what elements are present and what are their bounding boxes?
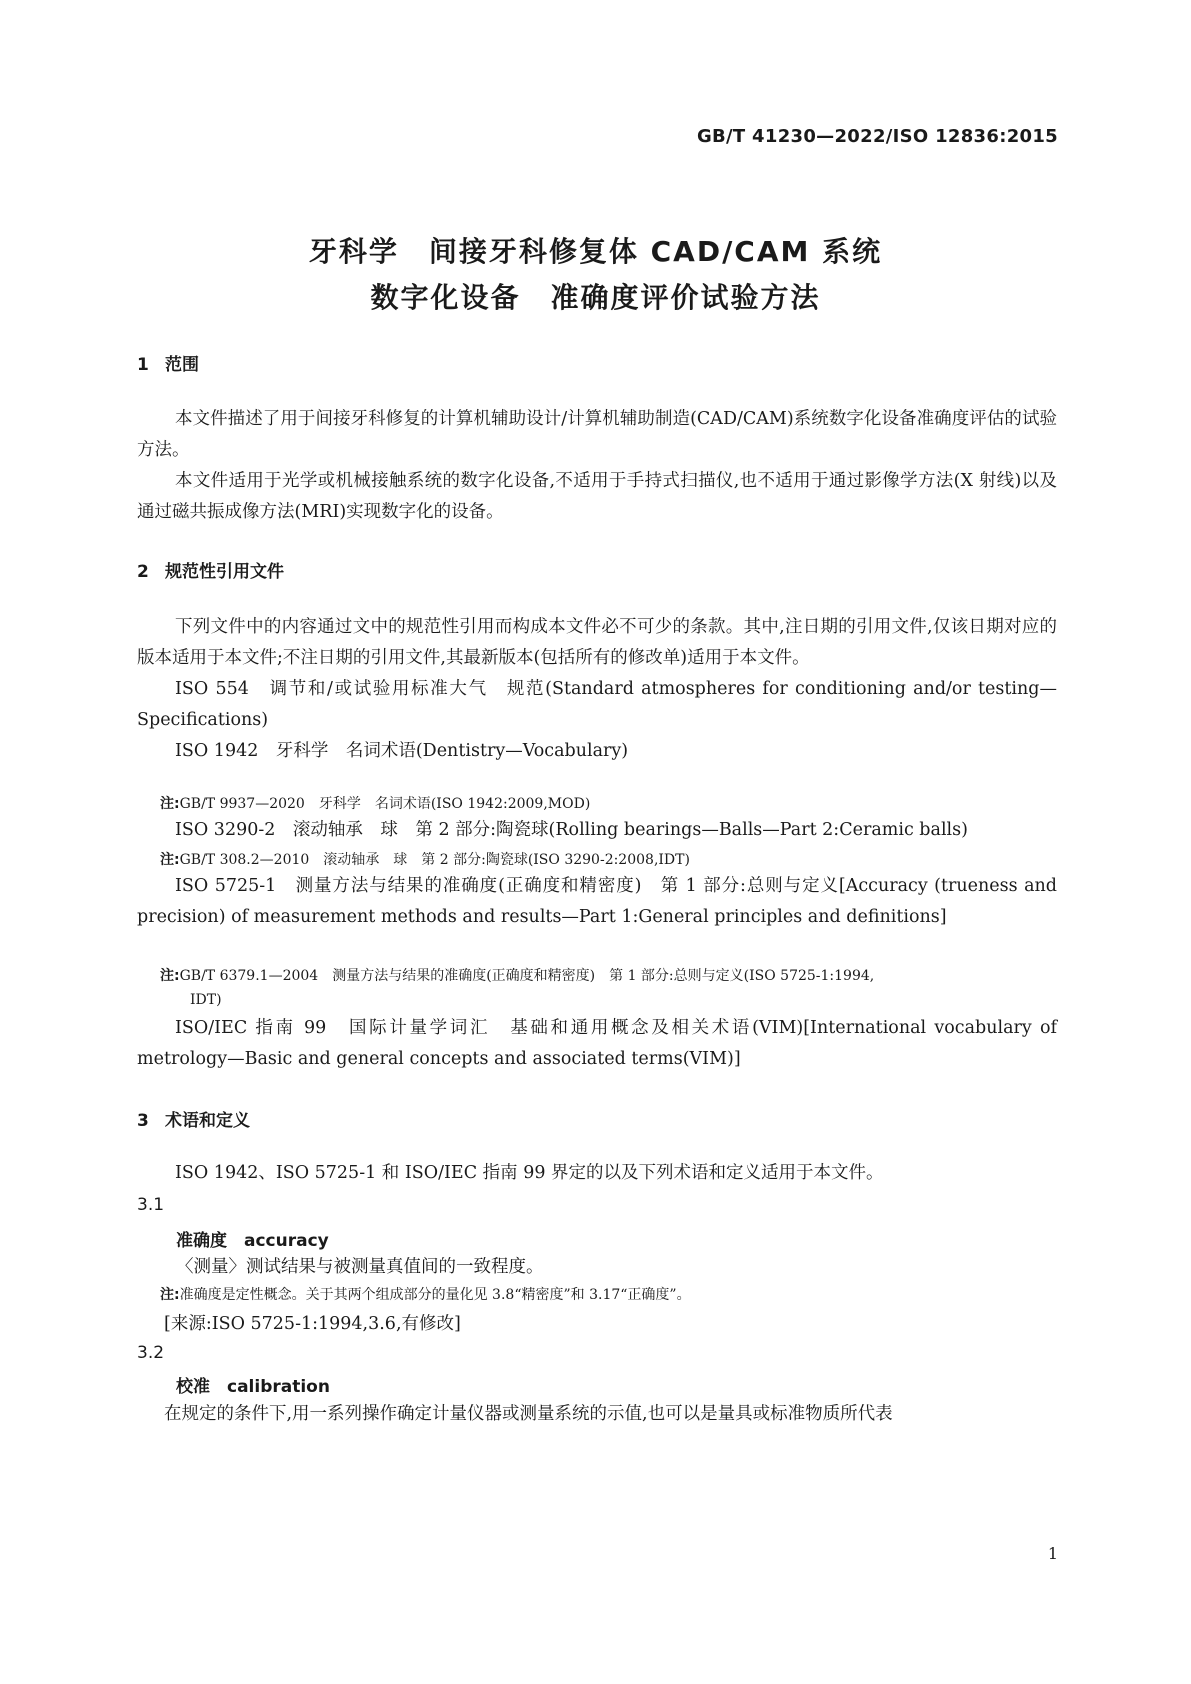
section-title: 范围 (165, 355, 199, 375)
section-1-heading (137, 350, 199, 375)
note-label: 注: (160, 968, 180, 984)
reference-note: 注:GB/T 308.2—2010 滚动轴承 球 第 2 部分:陶瓷球(ISO 3290-2:2008,IDT) (160, 852, 690, 868)
term-number: 3.2 (137, 1343, 165, 1363)
reference-note: 注:GB/T 9937—2020 牙科学 名词术语(ISO 1942:2009,MOD) (160, 796, 591, 812)
section-number: 2 (137, 562, 149, 582)
section-2-body (137, 612, 1057, 767)
section-number: 3 (137, 1111, 149, 1131)
term-definition: 〈测量〉测试结果与被测量真值间的一致程度。 (176, 1257, 544, 1277)
page-number: 1 (1047, 1544, 1058, 1563)
term-name: 准确度 accuracy (176, 1231, 329, 1251)
note-label: 注: (160, 852, 180, 868)
section-3-heading (137, 1106, 250, 1131)
reference-note: 注:GB/T 6379.1—2004 测量方法与结果的准确度(正确度和精密度) 第 1 部分:总则与定义(ISO 5725-1:1994, (160, 968, 875, 984)
section-title: 术语和定义 (165, 1111, 250, 1131)
note-label: 注: (160, 796, 180, 812)
paragraph: 本文件适用于光学或机械接触系统的数字化设备,不适用于手持式扫描仪,也不适用于通过影像学方法(X 射线)以及通过磁共振成像方法(MRI)实现数字化的设备。 (137, 471, 1057, 522)
section-2-heading (137, 557, 284, 582)
document-title-line-2: 数字化设备 准确度评价试验方法 (370, 281, 821, 314)
standard-code: GB/T 41230—2022/ISO 12836:2015 (696, 126, 1058, 147)
reference-item: ISO 554 调节和/或试验用标准大气 规范(Standard atmospheres for conditioning and/or testing—Specifications) (137, 679, 1057, 730)
reference-item: ISO/IEC 指南 99 国际计量学词汇 基础和通用概念及相关术语(VIM)[International vocabulary of metrology—Basic and general concepts and associated terms(VIM)] (137, 1018, 1057, 1069)
term-number: 3.1 (137, 1195, 165, 1215)
paragraph: 下列文件中的内容通过文中的规范性引用而构成本文件必不可少的条款。其中,注日期的引用文件,仅该日期对应的版本适用于本文件;不注日期的引用文件,其最新版本(包括所有的修改单)适用于本文件。 (137, 617, 1057, 668)
section-number: 1 (137, 355, 149, 375)
document-title-line-1: 牙科学 间接牙科修复体 CAD/CAM 系统 (308, 235, 883, 268)
reference-note-continued: IDT) (190, 992, 222, 1008)
reference-item: ISO 3290-2 滚动轴承 球 第 2 部分:陶瓷球(Rolling bearings—Balls—Part 2:Ceramic balls) (175, 820, 968, 840)
section-title: 规范性引用文件 (165, 562, 284, 582)
section-1-body (137, 404, 1057, 528)
reference-item: ISO 5725-1 测量方法与结果的准确度(正确度和精密度) 第 1 部分:总则与定义[Accuracy (trueness and precision) of measurement methods and results—Part 1:General principles and definitions] (137, 876, 1057, 927)
reference-item: ISO 1942 牙科学 名词术语(Dentistry—Vocabulary) (175, 741, 629, 761)
note-label: 注: (160, 1287, 180, 1303)
section-3-intro: ISO 1942、ISO 5725-1 和 ISO/IEC 指南 99 界定的以及下列术语和定义适用于本文件。 (175, 1163, 884, 1183)
term-name: 校准 calibration (176, 1377, 330, 1397)
paragraph: 本文件描述了用于间接牙科修复的计算机辅助设计/计算机辅助制造(CAD/CAM)系统数字化设备准确度评估的试验方法。 (137, 409, 1057, 460)
term-source: [来源:ISO 5725-1:1994,3.6,有修改] (164, 1314, 461, 1334)
term-note: 注:准确度是定性概念。关于其两个组成部分的量化见 3.8“精密度”和 3.17“正确度”。 (160, 1287, 691, 1303)
term-definition: 在规定的条件下,用一系列操作确定计量仪器或测量系统的示值,也可以是量具或标准物质所代表 (164, 1404, 893, 1424)
